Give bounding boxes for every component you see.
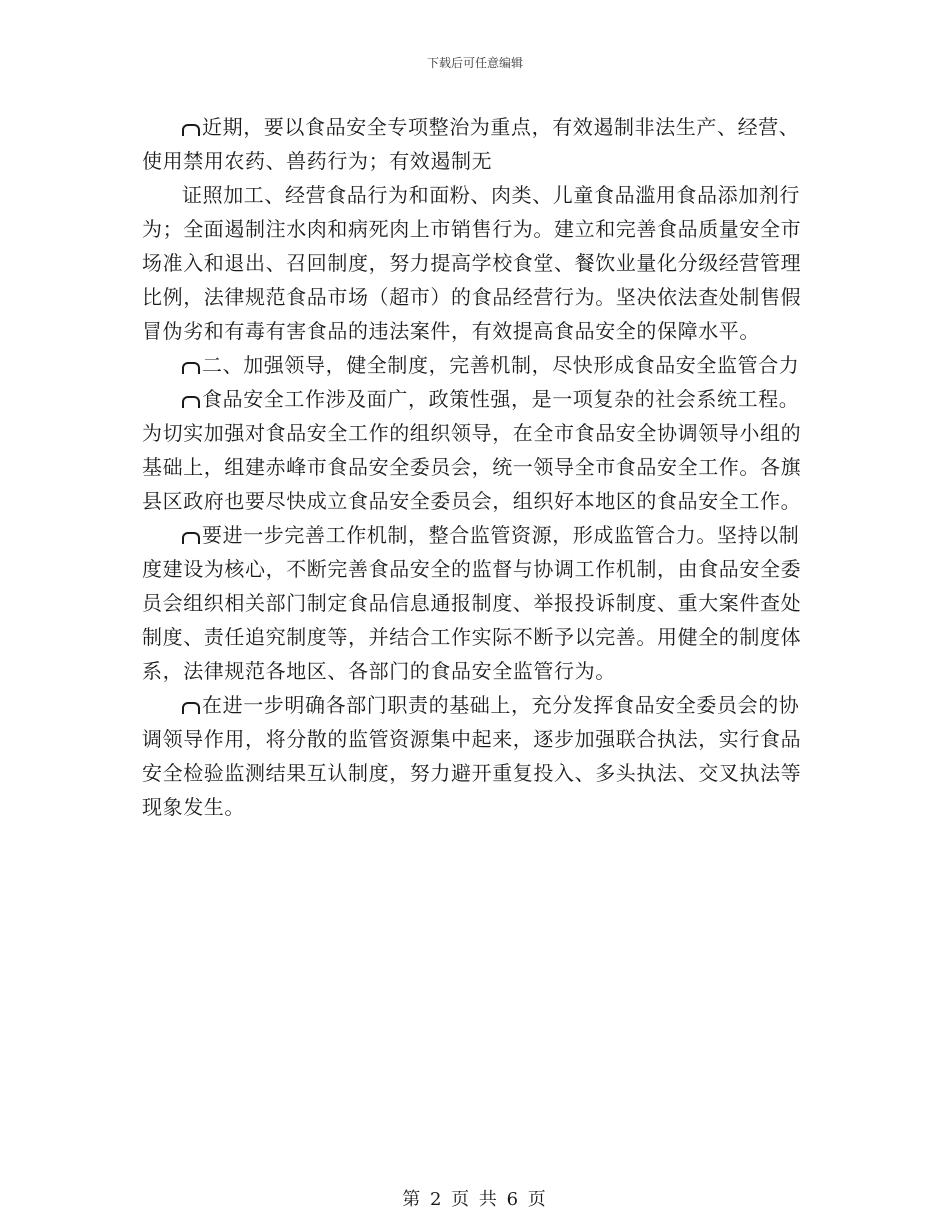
paragraph-text: 要进一步完善工作机制，整合监管资源，形成监管合力。坚持以制度建设为核心，不断完善食品安全的监督与协调工作机制，由食品安全委员会组织相关部门制定食品信息通报制度、举报投诉制度、重大案件查处制度、责任追究制度等，并结合工作实际不断予以完善。用健全的制度体系，法律规范各地区、各部门的食品安全监管行为。 [142,523,802,683]
bracket-mark-icon [182,362,200,374]
paragraph-text: 食品安全工作涉及面广，政策性强，是一项复杂的社会系统工程。为切实加强对食品安全工作的组织领导，在全市食品安全协调领导小组的基础上，组建赤峰市食品安全委员会，统一领导全市食品安全工作。各旗县区政府也要尽快成立食品安全委员会，组织好本地区的食品安全工作。 [142,387,802,513]
paragraph [142,110,802,178]
document-body [142,110,802,824]
section-heading-text: 二、加强领导，健全制度，完善机制，尽快形成食品安全监管合力 [202,353,800,377]
paragraph-text: 近期，要以食品安全专项整治为重点，有效遏制非法生产、经营、使用禁用农药、兽药行为；有效遏制无 [142,115,800,173]
paragraph [142,688,802,824]
paragraph [142,518,802,688]
paragraph [142,382,802,518]
bracket-mark-icon [182,124,200,136]
bracket-mark-icon [182,702,200,714]
bracket-mark-icon [182,396,200,408]
page-header: 下载后可任意编辑 [426,56,523,70]
page-number: 第 2 页 共 6 页 [402,1189,548,1210]
bracket-mark-icon [182,532,200,544]
section-heading [142,348,802,382]
paragraph-text: 在进一步明确各部门职责的基础上，充分发挥食品安全委员会的协调领导作用，将分散的监管资源集中起来，逐步加强联合执法，实行食品安全检验监测结果互认制度，努力避开重复投入、多头执法、交叉执法等现象发生。 [142,693,802,819]
paragraph [142,178,802,348]
paragraph-text: 证照加工、经营食品行为和面粉、肉类、儿童食品滥用食品添加剂行为；全面遏制注水肉和病死肉上市销售行为。建立和完善食品质量安全市场准入和退出、召回制度，努力提高学校食堂、餐饮业量化分级经营管理比例，法律规范食品市场（超市）的食品经营行为。坚决依法查处制售假冒伪劣和有毒有害食品的违法案件，有效提高食品安全的保障水平。 [142,183,802,343]
